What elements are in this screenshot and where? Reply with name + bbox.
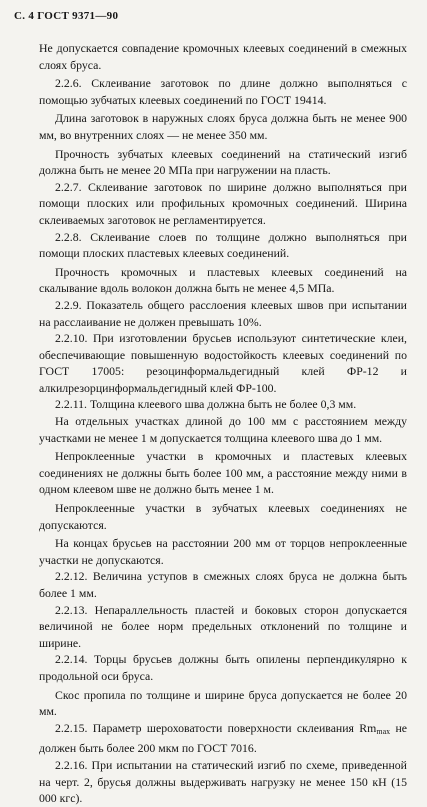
paragraph: Скос пропила по толщине и ширине бруса допускается не более 20 мм. [39,687,407,719]
paragraph: 2.2.9. Показатель общего расслоения клеевых швов при испытании на расслаивание не должен превышать 10%. [39,297,407,329]
paragraph: 2.2.8. Склеивание слоев по толщине должно выполняться при помощи плоских пластевых клеевых соединений. [39,229,407,261]
paragraph: 2.2.6. Склеивание заготовок по длине должно выполняться с помощью зубчатых клеевых соединений по ГОСТ 19414. [39,76,407,107]
paragraph: 2.2.13. Непараллельность пластей и боковых сторон допускается величиной не более норм предельных отклонений по толщине и ширине. [39,602,407,650]
page-header: С. 4 ГОСТ 9371—90 [14,10,119,22]
paragraph: 2.2.14. Торцы брусьев должны быть опилены перпендикулярно к продольной оси бруса. [39,652,407,683]
paragraph: Не допускается совпадение кромочных клеевых соединений в смежных слоях бруса. [39,41,407,72]
paragraph: 2.2.10. При изготовлении брусьев используют синтетические клеи, обеспечивающие повышенную водостойкость клеевых соединений по ГОСТ 17005: резоцинформальдегидный клей ФР-12 и алкилрезорцинформальдегидный клей ФР-100. [39,331,407,395]
paragraph: Непроклеенные участки в кромочных и пластевых клеевых соединениях не должны быть более 100 мм, а расстояние между ними в одном клеевом шве не должно быть менее 1 м. [39,449,407,497]
paragraph: Длина заготовок в наружных слоях бруса должна быть не менее 900 мм, во внутренних слоях — не менее 350 мм. [39,111,407,142]
roughness-subscript: max [376,726,391,736]
paragraph: 2.2.12. Величина уступов в смежных слоях бруса не должна быть более 1 мм. [39,569,407,600]
roughness-text-end: не должен быть более 200 мкм по ГОСТ 7016. [39,720,408,756]
document-body [39,40,407,807]
roughness-text-start: 2.2.15. Параметр шероховатости поверхности склеивания Rm [55,720,377,735]
paragraph: Непроклеенные участки в зубчатых клеевых соединениях не допускаются. [39,501,407,532]
paragraph: 2.2.11. Толщина клеевого шва должна быть не более 0,3 мм. [55,397,357,412]
paragraph: Прочность зубчатых клеевых соединений на статический изгиб должна быть не менее 20 МПа при нагружении на пласть. [39,146,407,178]
paragraph: На концах брусьев на расстоянии 200 мм от торцов непроклеенные участки не допускаются. [39,536,407,567]
paragraph: На отдельных участках длиной до 100 мм с расстоянием между участками не менее 1 м допускается толщина клеевого шва до 1 мм. [39,414,407,445]
paragraph: Прочность кромочных и пластевых клеевых соединений на скалывание вдоль волокон должна быть не менее 4,5 МПа. [39,264,407,296]
paragraph: 2.2.7. Склеивание заготовок по ширине должно выполняться при помощи плоских или профильных кромочных соединений. Ширина склеиваемых заготовок не регламентируется. [39,179,407,227]
paragraph-roughness [39,720,407,757]
paragraph: 2.2.16. При испытании на статический изгиб по схеме, приведенной на черт. 2, брусья должны выдерживать нагрузку не менее 150 кН (15 000 кгс). [39,757,407,806]
